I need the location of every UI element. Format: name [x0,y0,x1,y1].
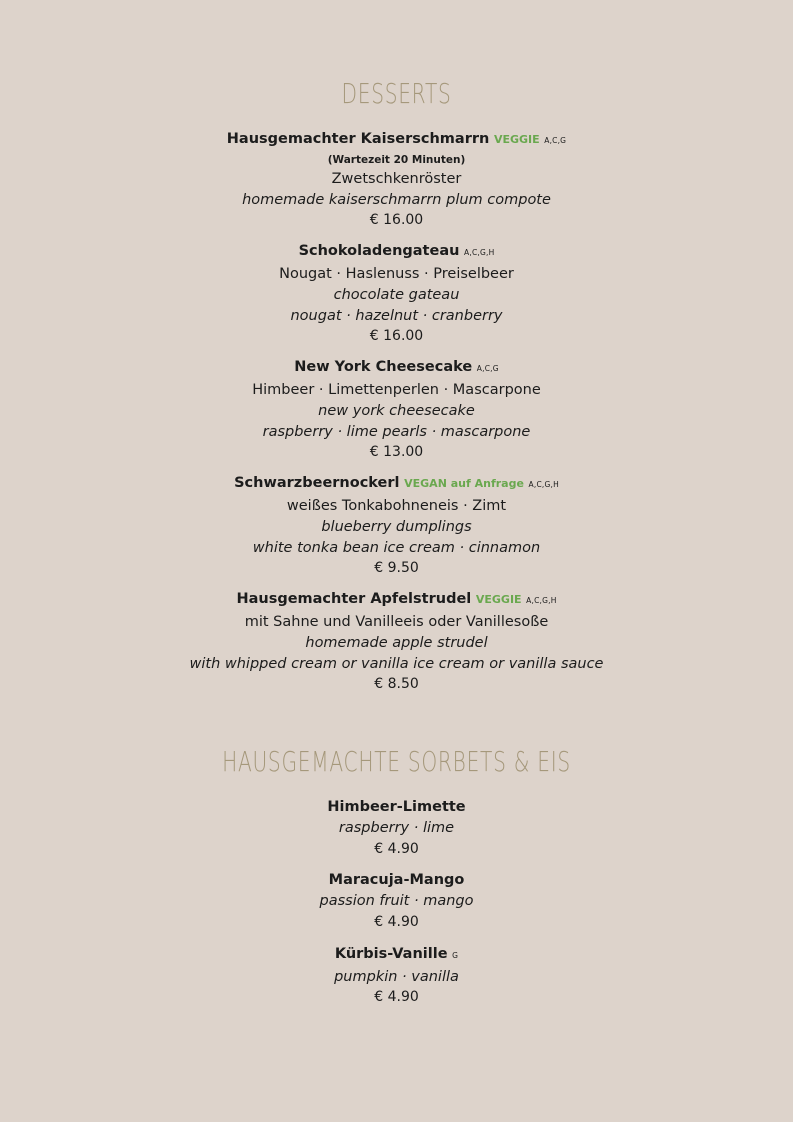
item-name-en: new york cheesecake [318,402,475,419]
item-name: Maracuja-Mango [328,872,465,889]
menu-item-maracuja-mango [0,870,793,932]
allergen-codes: G [452,950,459,960]
item-name-en: homemade apple strudel [305,634,488,651]
allergen-codes: A,C,G,H [464,248,495,258]
item-name-en: chocolate gateau [333,286,460,303]
menu-item-himbeer-limette [0,797,793,859]
item-name: New York Cheesecake [294,359,473,376]
item-price: € 4.90 [374,840,419,857]
item-price: € 16.00 [369,328,424,345]
item-description-en: nougat · hazelnut · cranberry [290,307,503,324]
item-price: € 16.00 [369,212,424,229]
item-name: Himbeer-Limette [327,799,466,815]
desserts-list [0,129,793,695]
item-description-de: Zwetschkenröster [331,170,462,187]
vegan-tag: VEGAN auf Anfrage [404,477,524,491]
item-description-de: weißes Tonkabohneneis · Zimt [286,497,507,514]
desserts-title: DESSERTS [341,77,452,110]
allergen-codes: A,C,G [544,136,567,145]
menu-item-kuerbis-vanille [0,944,793,1008]
allergen-codes: A,C,G,H [528,480,559,490]
sorbets-title: HAUSGEMACHTE SORBETS & EIS [222,745,571,778]
menu-item-cheesecake [0,357,793,463]
item-description-en: passion fruit · mango [319,893,474,910]
item-name: Hausgemachter Kaiserschmarrn [226,131,490,147]
item-description-en: raspberry · lime pearls · mascarpone [262,423,531,440]
item-description-de: Himbeer · Limettenperlen · Mascarpone [252,381,541,398]
item-price: € 8.50 [374,676,419,693]
item-price: € 4.90 [374,989,419,1006]
waiting-time-note: (Wartezeit 20 Minuten) [327,153,466,166]
item-description-en: with whipped cream or vanilla ice cream or vanilla sauce [189,655,604,672]
item-price: € 13.00 [369,444,424,461]
item-description-en: raspberry · lime [338,819,455,836]
menu-item-kaiserschmarrn [0,129,793,231]
menu-item-schokoladengateau [0,241,793,347]
item-name: Hausgemachter Apfelstrudel [236,591,472,608]
item-price: € 9.50 [374,560,419,577]
veggie-tag: VEGGIE [493,133,540,146]
item-description-en: homemade kaiserschmarrn plum compote [242,191,551,208]
item-description-de: mit Sahne und Vanilleeis oder Vanillesoße [244,613,549,630]
allergen-codes: A,C,G [476,364,499,374]
item-description-de: Nougat · Haslenuss · Preiselbeer [279,265,514,282]
veggie-tag: VEGGIE [475,593,522,607]
item-name: Kürbis-Vanille [334,945,448,962]
item-name: Schokoladengateau [298,243,460,260]
item-name-en: blueberry dumplings [321,518,472,535]
allergen-codes: A,C,G,H [526,596,557,606]
item-name: Schwarzbeernockerl [234,475,400,492]
item-price: € 4.90 [374,913,419,930]
menu-item-schwarzbeernockerl [0,473,793,579]
menu-item-apfelstrudel [0,589,793,695]
item-description-en: white tonka bean ice cream · cinnamon [252,539,541,556]
item-description-en: pumpkin · vanilla [334,968,459,985]
sorbets-list [0,797,793,1008]
